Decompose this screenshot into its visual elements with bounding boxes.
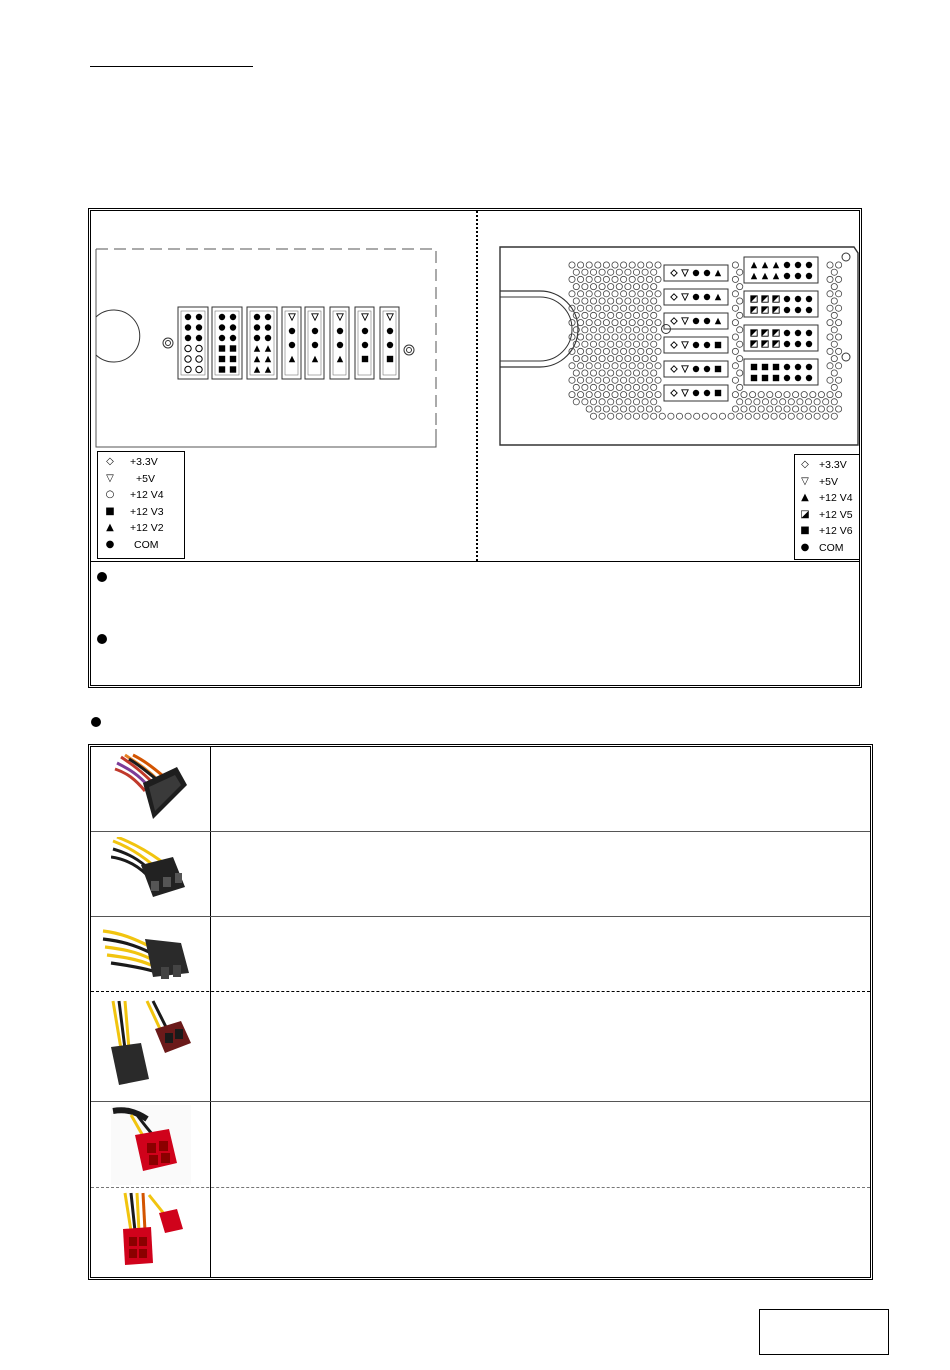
bullet-icon [97,634,107,644]
panel-divider [476,211,478,561]
legend-row: ◇ +3.3V [102,454,184,471]
triangle-up-filled-icon: ▲ [106,522,114,533]
right-connector-group [664,257,818,401]
half-square-icon: ◪ [800,508,810,520]
square-filled-icon: ■ [105,505,115,517]
legend-row: ◇ +3.3V [797,457,859,474]
8pin-eps-connector-image [111,837,191,909]
triangle-up-filled-icon: ▲ [801,492,809,503]
triangle-down-outline-icon: ▽ [801,475,809,487]
legend-row: ▽ +5V [797,474,859,491]
circle-filled-icon: ● [105,538,115,550]
triangle-down-outline-icon: ▽ [106,472,114,484]
legend-row: ● COM [102,537,184,554]
legend-row: ■ +12 V6 [797,523,859,540]
legend-row: ▲ +12 V4 [797,490,859,507]
pinout-diagram-frame [88,208,862,688]
legend-left [97,451,185,559]
table-row-divider [91,991,870,992]
legend-row: ● COM [797,540,859,557]
24pin-atx-connector-image [113,753,189,825]
left-psu-panel-drawing [94,245,439,450]
table-row-divider [91,916,870,917]
legend-right [794,454,860,560]
diamond-outline-icon: ◇ [801,459,809,470]
page-number-box [759,1309,889,1355]
6plus2pin-connector-image [107,999,195,1095]
legend-row: ■ +12 V3 [102,504,184,521]
table-row-divider [91,1101,870,1102]
right-psu-panel-drawing [496,239,861,449]
circle-filled-icon: ● [800,541,810,553]
legend-row: ○ +12 V4 [102,487,184,504]
circle-outline-icon: ○ [105,489,115,500]
table-row-divider [91,831,870,832]
cable-table [88,744,873,1280]
square-filled-icon: ■ [800,525,810,536]
legend-row: ▲ +12 V2 [102,520,184,537]
header-underline [90,66,253,67]
frame-section-divider [91,561,859,562]
table-column-divider [210,747,211,1277]
8pin-pcie-connector-image [101,921,197,989]
table-row-divider [91,1187,870,1188]
bullet-icon [97,572,107,582]
diamond-outline-icon: ◇ [106,456,114,467]
6plus2pin-red-connector-image [111,1191,191,1277]
legend-row: ▽ +5V [102,471,184,488]
left-connector-group [178,307,399,379]
legend-row: ◪ +12 V5 [797,507,859,524]
bullet-icon [91,717,101,727]
6pin-red-connector-image [111,1105,191,1185]
